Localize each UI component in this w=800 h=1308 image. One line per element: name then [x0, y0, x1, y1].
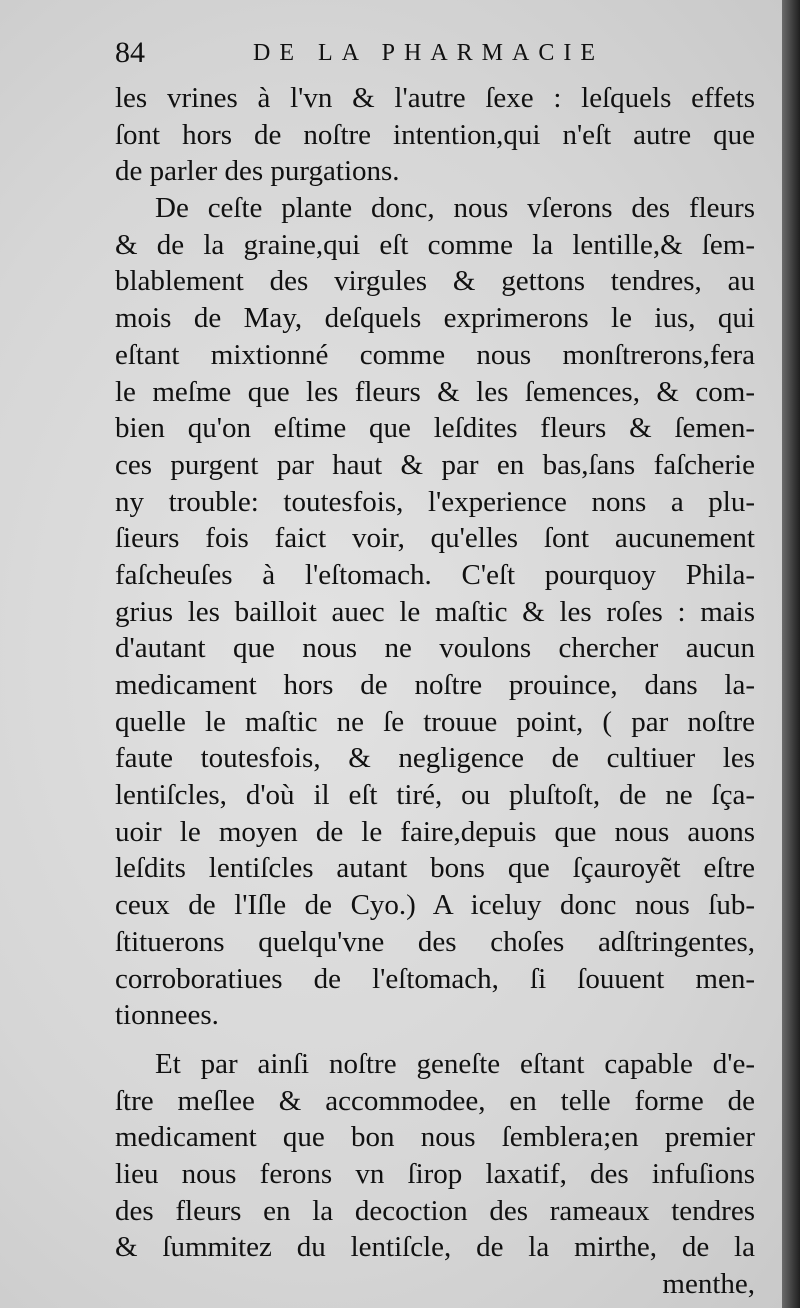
text-line: de parler des purgations. [115, 155, 400, 188]
running-head: DE LA PHARMACIE [253, 40, 605, 66]
text-line: & de la graine,qui eſt comme la lentille,& ſem- [115, 228, 755, 261]
text-line: ſieurs fois faict voir, qu'elles ſont aucunement [115, 522, 755, 555]
paragraph [115, 190, 755, 1034]
text-line: leſdits lentiſcles autant bons que ſçauroyẽt eſtre [115, 852, 755, 885]
text-line: lieu nous ferons vn ſirop laxatif, des infuſions [115, 1157, 755, 1190]
body-text [115, 80, 755, 1303]
text-line: ny trouble: toutesfois, l'experience nons a plu- [115, 485, 755, 518]
text-line: ces purgent par haut & par en bas,ſans faſcherie [115, 448, 755, 481]
text-line: le meſme que les fleurs & les ſemences, & com- [115, 375, 755, 408]
text-line: bien qu'on eſtime que leſdites fleurs & ſemen- [115, 412, 755, 445]
text-line: faute toutesfois, & negligence de cultiuer les [115, 742, 755, 775]
page-number: 84 [115, 36, 145, 69]
text-line: d'autant que nous ne voulons chercher aucun [115, 632, 755, 665]
text-line: des fleurs en la decoction des rameaux tendres [115, 1194, 755, 1227]
text-line: faſcheuſes à l'eſtomach. C'eſt pourquoy Phila- [115, 558, 755, 591]
text-line: De ceſte plante donc, nous vſerons des fleurs [155, 192, 755, 225]
text-line: eſtant mixtionné comme nous monſtrerons,fera [115, 338, 755, 371]
paragraph-gap [115, 1034, 755, 1046]
text-line: mois de May, deſquels exprimerons le ius, qui [115, 302, 755, 335]
text-line: lentiſcles, d'où il eſt tiré, ou pluſtoſt, de ne ſça- [115, 779, 755, 812]
text-line: medicament hors de noſtre prouince, dans la- [115, 669, 755, 701]
text-line: & ſummitez du lentiſcle, de la mirthe, de la [115, 1231, 755, 1264]
page-header [115, 32, 755, 76]
text-line: quelle le maſtic ne ſe trouue point, ( par noſtre [115, 705, 755, 738]
text-line: Et par ainſi noſtre geneſte eſtant capable d'e- [155, 1047, 755, 1080]
text-line: corroboratiues de l'eſtomach, ſi ſouuent men- [115, 962, 755, 995]
catchword: menthe, [662, 1268, 755, 1300]
text-line: uoir le moyen de le faire,depuis que nous auons [115, 815, 755, 848]
text-line: ſtituerons quelqu'vne des choſes adſtringentes, [115, 925, 755, 958]
text-line: tionnees. [115, 999, 219, 1032]
paragraph [115, 80, 755, 190]
text-line: grius les bailloit auec le maſtic & les roſes : mais [115, 595, 755, 628]
text-line: ſtre meſlee & accommodee, en telle forme de [115, 1084, 755, 1117]
text-line: blablement des virgules & gettons tendres, au [115, 265, 755, 298]
paragraph [115, 1046, 755, 1266]
page-edge-shadow [782, 0, 800, 1308]
text-line: les vrines à l'vn & l'autre ſexe : leſquels effets [115, 82, 755, 114]
text-line: medicament que bon nous ſemblera;en premier [115, 1121, 755, 1154]
text-line: ſont hors de noſtre intention,qui n'eſt autre que [115, 118, 755, 151]
text-line: ceux de l'Iſle de Cyo.) A iceluy donc nous ſub- [115, 889, 755, 922]
